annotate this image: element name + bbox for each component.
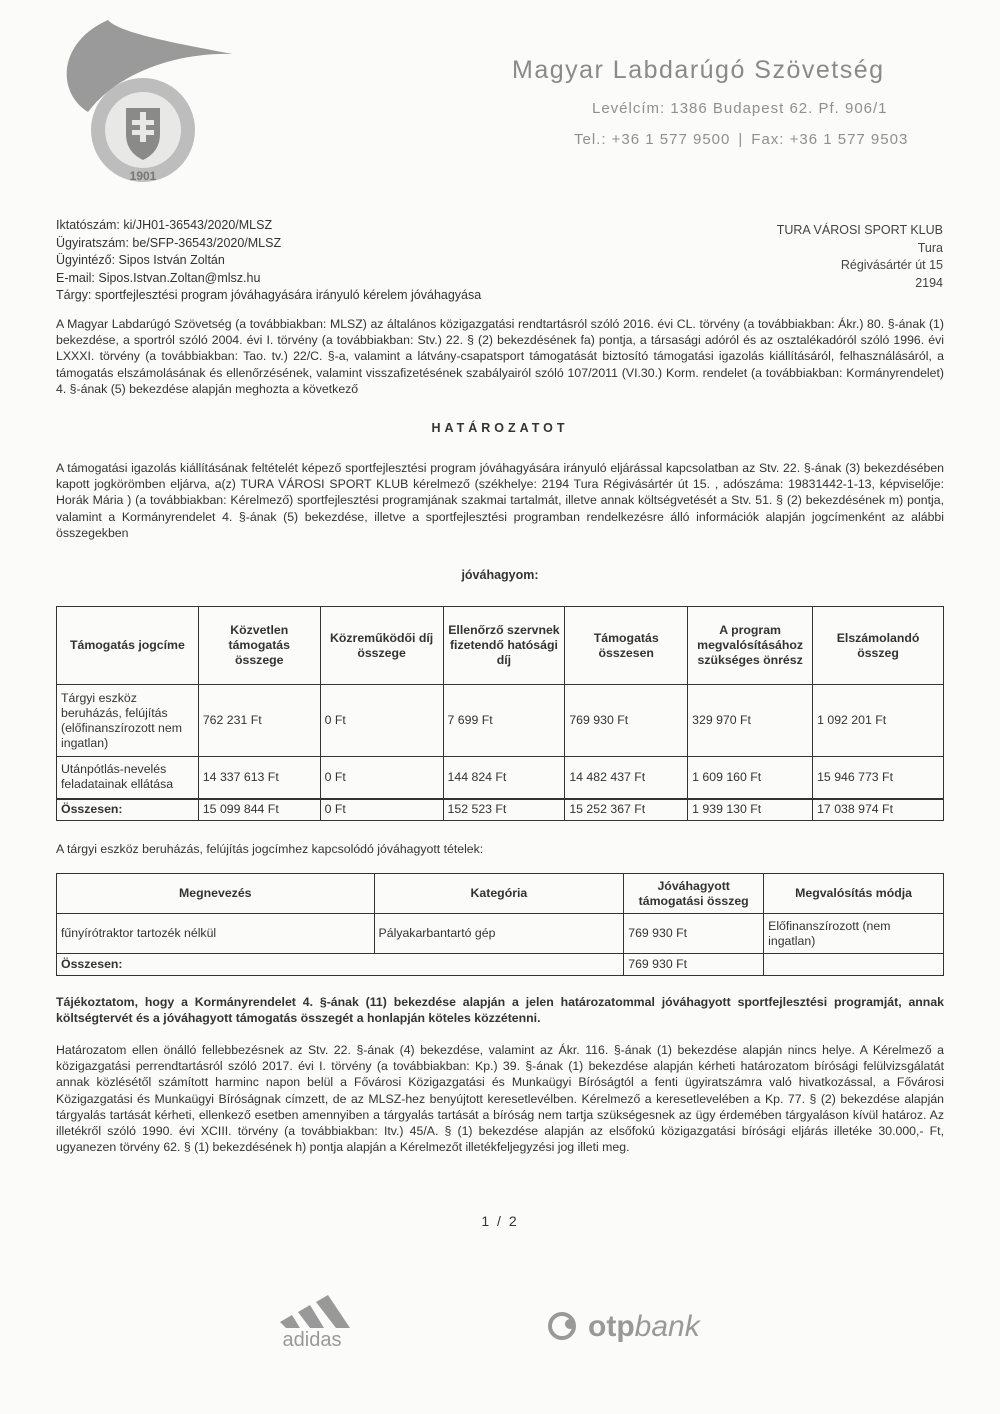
table-cell: 769 930 Ft [624, 914, 764, 954]
support-table-header-row [57, 607, 944, 685]
recipient-street: Régivásártér út 15 [840, 258, 943, 272]
intro-paragraph: A Magyar Labdarúgó Szövetség (a továbbiakban: MLSZ) az általános közigazgatási rendtartásról szóló 2016. évi CL. törvény (a továbbiakban: Ákr.) 80. §-ának (1) bekezdése, a sportról szóló 2004. évi I. törvény (a továbbiakban: Stv.) 22. § (2) bekezdésének fa) pontja, a társasági adóról és az osztalékadóról szóló 1996. évi LXXXI. törvény (a továbbiakban: Tao. tv.) 22/C. §-a, valamint a látvány-csapatsport támogatását biztosító támogatási igazolás kiállításáról, felhasználásáról, a támogatás elszámolásának és ellenőrzésének, valamint visszafizetésének szabályairól szóló 107/2011 (VI.30.) Korm. rendelet (a továbbiakban: Kormányrendelet) 4. §-ának (5) bekezdése alapján meghozta a következő [56, 317, 944, 396]
recipient-name: TURA VÁROSI SPORT KLUB [776, 223, 943, 237]
header-cell: A program megvalósításához szükséges önrész [688, 607, 813, 685]
table-cell: Pályakarbantartó gép [374, 914, 624, 954]
ugyiratszam: Ügyiratszám: be/SFP-36543/2020/MLSZ [56, 235, 282, 250]
contact-separator: | [738, 131, 744, 148]
page-number: 1 / 2 [481, 1213, 519, 1229]
table-cell: 769 930 Ft [624, 954, 764, 976]
table-cell: 15 099 844 Ft [198, 799, 320, 821]
otpbank-logo-icon [548, 1298, 748, 1348]
table-cell: 144 824 Ft [443, 757, 565, 799]
table-total-row [57, 799, 944, 821]
header-cell: Ellenőrző szervnek fizetendő hatósági díj [443, 607, 565, 685]
ugyintezo: Ügyintéző: Sipos István Zoltán [56, 253, 225, 267]
total-label: Összesen: [57, 954, 624, 976]
iktatoszam: Iktatószám: ki/JH01-36543/2020/MLSZ [56, 218, 273, 232]
org-name: Magyar Labdarúgó Szövetség [512, 56, 885, 84]
org-address: Levélcím: 1386 Budapest 62. Pf. 906/1 [592, 100, 888, 117]
table-cell: 1 939 130 Ft [688, 799, 813, 821]
table-row [57, 757, 944, 799]
table-cell: 7 699 Ft [443, 685, 565, 757]
items-caption: A tárgyi eszköz beruházás, felújítás jogcímhez kapcsolódó jóváhagyott tételek: [56, 842, 484, 856]
decision-title: HATÁROZATOT [431, 421, 569, 435]
table-cell: 329 970 Ft [688, 685, 813, 757]
org-contact [574, 131, 942, 148]
table-cell: Utánpótlás-nevelés feladatainak ellátása [57, 757, 199, 799]
logo-year: 1901 [129, 169, 157, 183]
remedy-paragraph: Határozatom ellen önálló fellebbezésnek az Stv. 22. §-ának (4) bekezdése, valamint az Ákr. 116. §-ának (1) bekezdése alapján nincs helye. A Kérelmező a közigazgatási perrendtartásról szóló 2017. évi I. törvény (a továbbiakban: Kp.) 39. §-ának (1) bekezdése alapján kérheti határozatom bírósági felülvizsgálatát annak közlésétől számított harminc napon belül a Fővárosi Közigazgatási és Munkaügyi Bíróságtól a fenti ügyiratszámra való hivatkozással, a Fővárosi Közigazgatási és Munkaügyi Bíróságnak címzett, de az MLSZ-hez benyújtott keresetlevélben. Kérelmező a keresetlevelében a Kp. 77. § (2) bekezdése alapján tárgyalás tartását kérheti, ellenkező esetben amennyiben a tárgyalás tartását a bíróság nem tartja szükségesnek az ügy érdemében tárgyaláson kívül határoz. Az illetékről szóló 1990. évi XCIII. törvény (a továbbiakban: Itv.) 45/A. § (1) bekezdése alapján az elsőfokú közigazgatási bírósági eljárás illetéke 30.000,- Ft, ugyanezen törvény 62. § (1) bekezdésének h) pontja alapján a Kérelmezőt illetékfeljegyzési jog illeti meg. [56, 1043, 944, 1155]
svg-text:otpbank [588, 1310, 702, 1343]
table-total-row [57, 954, 944, 976]
adidas-wordmark: adidas [282, 1329, 342, 1348]
document-meta [56, 217, 576, 305]
table-cell: 0 Ft [320, 685, 443, 757]
table-cell: 15 946 773 Ft [813, 757, 944, 799]
recipient-zip: 2194 [915, 275, 943, 290]
mlsz-crest-icon [48, 12, 238, 187]
header-cell: Kategória [374, 874, 624, 914]
table-cell: Előfinanszírozott (nem ingatlan) [764, 914, 944, 954]
table-row [57, 914, 944, 954]
decision-paragraph: A támogatási igazolás kiállításának feltételét képező sportfejlesztési program jóváhagyására irányuló eljárással kapcsolatban az Stv. 22. §-ának (3) bekezdésében kapott jogkörömben eljárva, a(z) TURA VÁROSI SPORT KLUB kérelmező (székhelye: 2194 Tura Régivásártér út 15. , adószáma: 19831442-1-13, képviselője: Horák Mária ) (a továbbiakban: Kérelmező) sportfejlesztési programjának szakmai tartalmát, illetve annak költségvetését a Stv. 51. § (2) bekezdésének m) pontja, valamint a Kormányrendelet 4. §-ának (5) bekezdése, illetve a sportfejlesztési programban rendelkezésre álló információk alapján jogcímenként az alábbi összegekben [56, 461, 944, 540]
header-cell: Jóváhagyott támogatási összeg [624, 874, 764, 914]
table-cell: 1 609 160 Ft [688, 757, 813, 799]
recipient-address [640, 222, 943, 292]
table-cell: 152 523 Ft [443, 799, 565, 821]
table-cell: 762 231 Ft [198, 685, 320, 757]
targy: Tárgy: sportfejlesztési program jóváhagyására irányuló kérelem jóváhagyása [56, 288, 482, 302]
table-cell: 0 Ft [320, 799, 443, 821]
header-cell: Elszámolandó összeg [813, 607, 944, 685]
approve-label: jóváhagyom: [461, 568, 539, 582]
org-tel: Tel.: +36 1 577 9500 [574, 131, 731, 148]
org-fax: Fax: +36 1 577 9503 [751, 131, 909, 148]
header-cell: Közvetlen támogatás összege [198, 607, 320, 685]
table-cell: 17 038 974 Ft [813, 799, 944, 821]
table-row [57, 685, 944, 757]
email: E-mail: Sipos.Istvan.Zoltan@mlsz.hu [56, 270, 261, 285]
support-table [56, 606, 944, 821]
header-cell: Megvalósítás módja [764, 874, 944, 914]
table-cell: 15 252 367 Ft [565, 799, 688, 821]
header-cell: Közreműködői díj összege [320, 607, 443, 685]
header-cell: Támogatás összesen [565, 607, 688, 685]
table-cell: 0 Ft [320, 757, 443, 799]
table-cell: Tárgyi eszköz beruházás, felújítás (előfinanszírozott nem ingatlan) [57, 685, 199, 757]
items-table-header-row [57, 874, 944, 914]
notice-paragraph: Tájékoztatom, hogy a Kormányrendelet 4. §-ának (11) bekezdése alapján a jelen határozatommal jóváhagyott sportfejlesztési programját, annak költségtervét és a jóváhagyott támogatás összegét a honlapján köteles közzétenni. [56, 995, 944, 1026]
header-cell: Támogatás jogcíme [57, 607, 199, 685]
table-cell: fűnyírótraktor tartozék nélkül [57, 914, 375, 954]
recipient-city: Tura [917, 240, 943, 255]
header-cell: Megnevezés [57, 874, 375, 914]
total-label: Összesen: [57, 799, 199, 821]
items-table [56, 873, 944, 976]
otp-wordmark: otp [588, 1310, 635, 1343]
bank-wordmark: bank [634, 1310, 700, 1343]
table-cell: 14 482 437 Ft [565, 757, 688, 799]
table-cell [764, 954, 944, 976]
table-cell: 1 092 201 Ft [813, 685, 944, 757]
table-cell: 14 337 613 Ft [198, 757, 320, 799]
adidas-logo-icon [262, 1278, 362, 1348]
table-cell: 769 930 Ft [565, 685, 688, 757]
